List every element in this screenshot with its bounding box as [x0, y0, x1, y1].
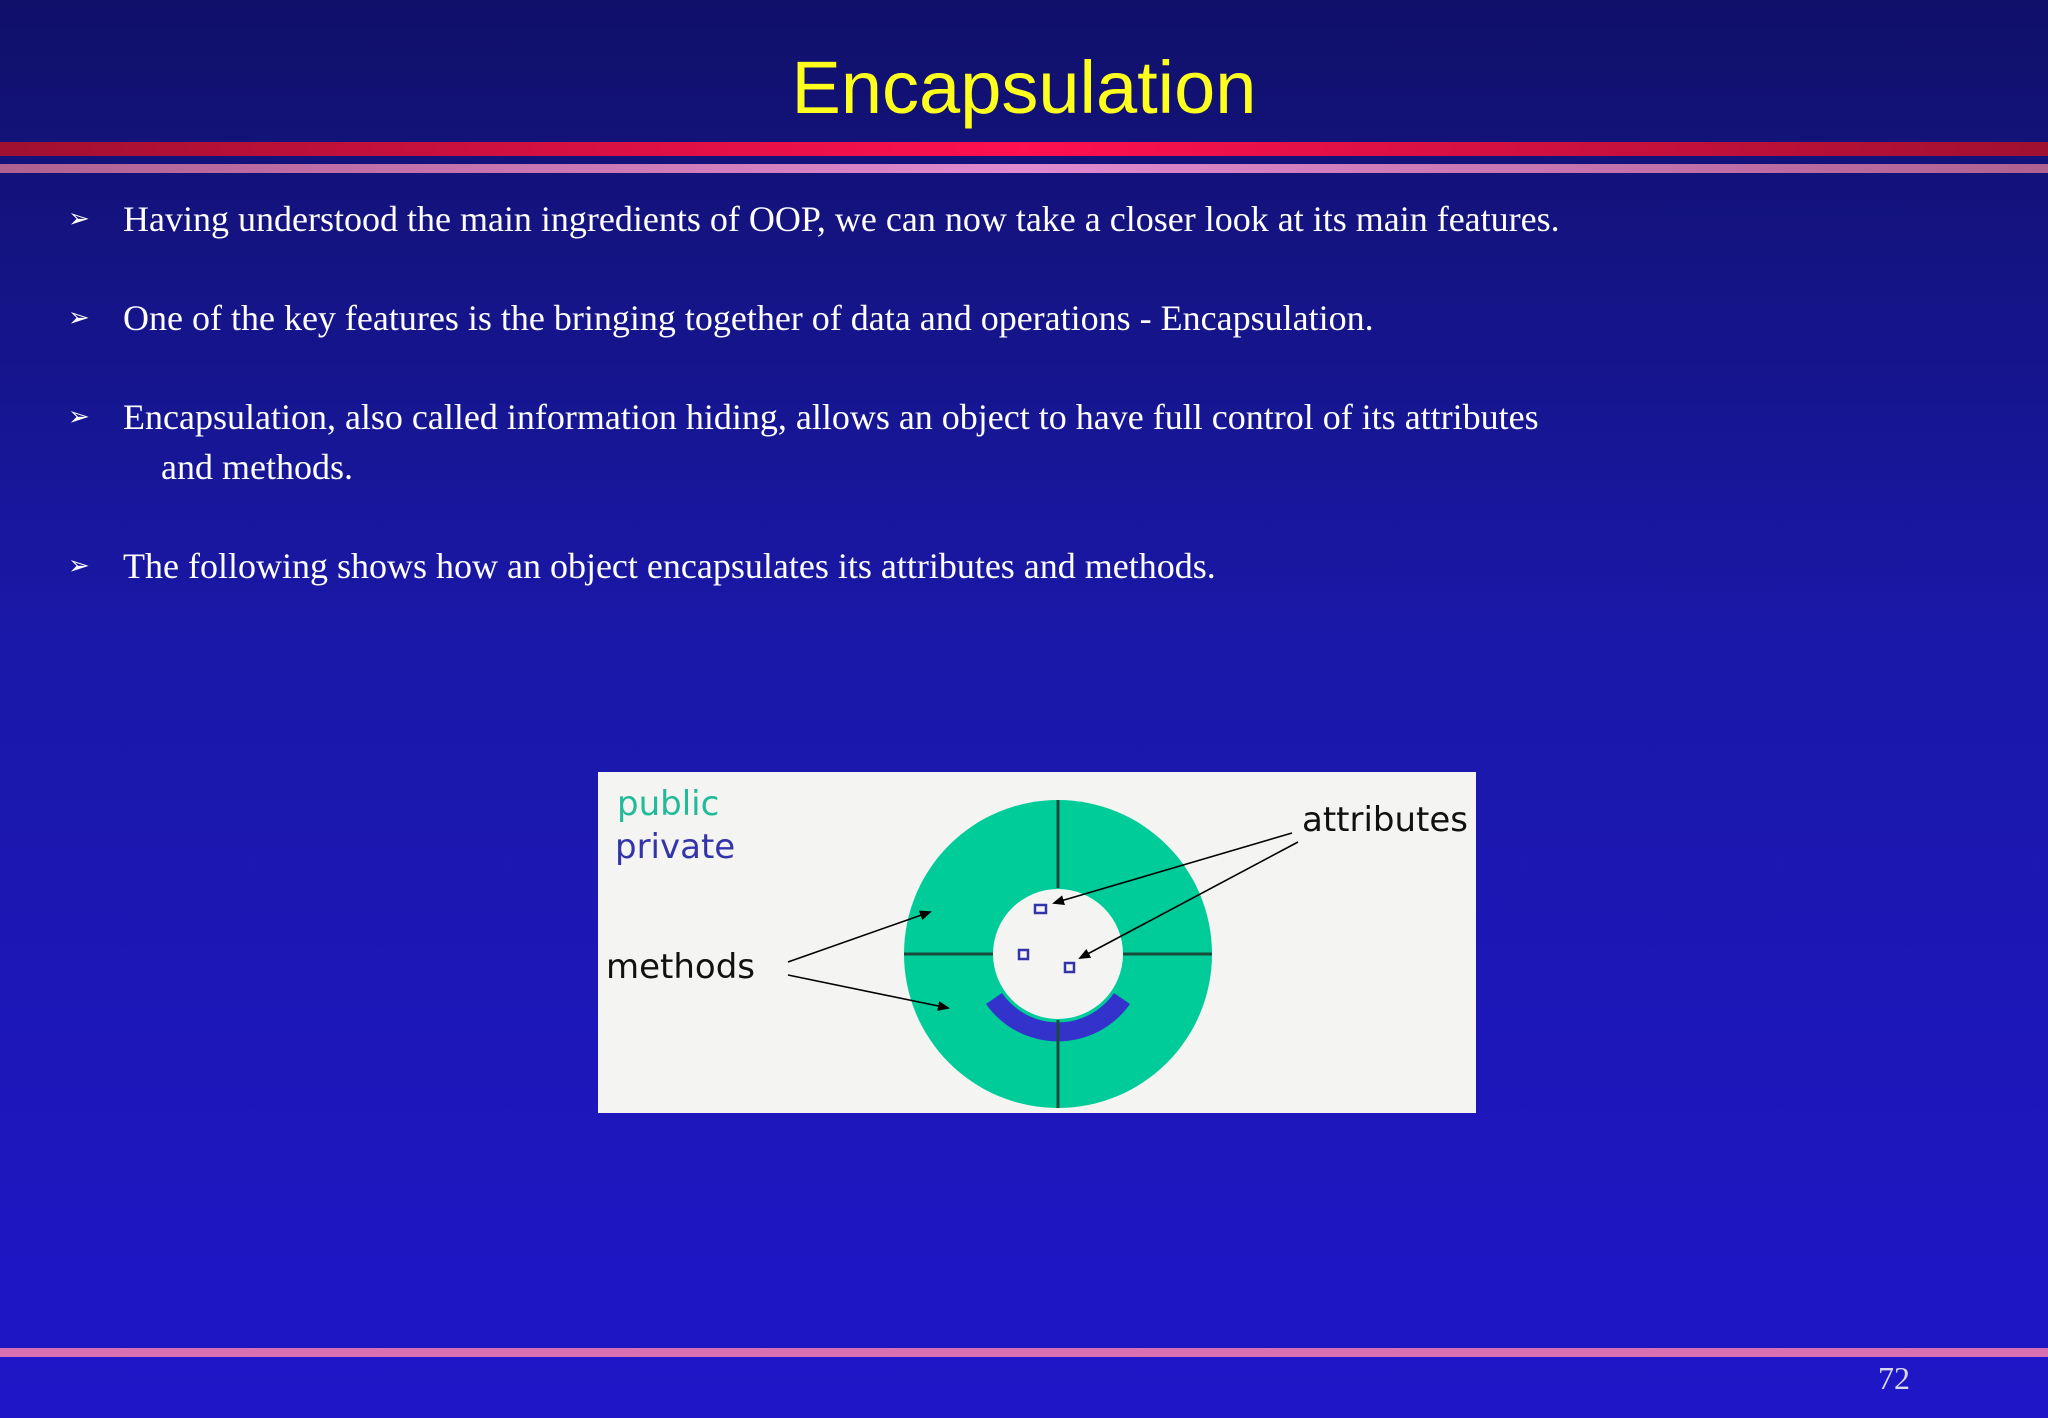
arrow-bullet-icon: ➢ [68, 303, 90, 333]
page-number: 72 [1878, 1360, 1910, 1396]
bullet-text: Having understood the main ingredients of OOP, we can now take a closer look at its main features. [123, 199, 1560, 239]
legend-public: public [617, 784, 720, 824]
bullet-text-block [123, 392, 1723, 492]
title-underline-red [0, 142, 2048, 156]
bullet-text: One of the key features is the bringing together of data and operations - Encapsulation. [123, 298, 1374, 338]
encapsulation-diagram-svg [598, 772, 1476, 1113]
title-underline-pink [0, 164, 2048, 173]
bullet-text-continuation: and methods. [161, 447, 353, 487]
slide-title: Encapsulation [791, 46, 1257, 129]
object-core [993, 889, 1123, 1019]
arrow-bullet-icon: ➢ [68, 402, 90, 432]
legend-private: private [615, 827, 736, 867]
attributes-label: attributes [1302, 800, 1469, 840]
footer-rule [0, 1348, 2048, 1357]
bullet-text: The following shows how an object encapsulates its attributes and methods. [123, 546, 1216, 586]
arrow-bullet-icon: ➢ [68, 551, 90, 581]
bullet-text: Encapsulation, also called information hiding, allows an object to have full control of its attributes [123, 397, 1539, 437]
encapsulation-diagram [598, 772, 1476, 1113]
methods-label: methods [606, 947, 756, 987]
arrow-bullet-icon: ➢ [68, 204, 90, 234]
